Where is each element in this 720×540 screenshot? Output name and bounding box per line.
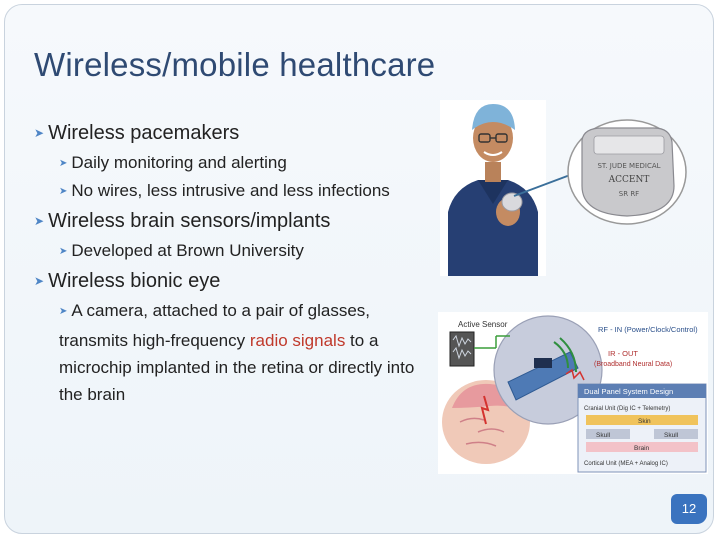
bullet-marker-icon: ➤ xyxy=(59,306,68,317)
skin-label: Skin xyxy=(638,418,651,425)
doctor-with-pacemaker-photo xyxy=(440,100,546,276)
bullet-text: Developed at Brown University xyxy=(71,241,304,260)
ir-out-label: IR - OUT xyxy=(608,349,638,358)
bullet-marker-icon: ➤ xyxy=(59,246,68,257)
bullet-marker-icon: ➤ xyxy=(34,126,45,140)
bullet-daily-monitoring xyxy=(59,153,287,173)
page-number-badge: 12 xyxy=(671,494,707,524)
cortical-unit-label: Cortical Unit (MEA + Analog IC) xyxy=(584,461,668,467)
skull-right-label: Skull xyxy=(664,432,679,439)
bullet-no-wires xyxy=(59,181,390,201)
bionic-eye-description xyxy=(59,297,419,408)
bullet-marker-icon: ➤ xyxy=(34,214,45,228)
pacemaker-closeup-image xyxy=(566,118,688,226)
bullet-text: No wires, less intrusive and less infections xyxy=(71,181,390,200)
design-panel-title: Dual Panel System Design xyxy=(584,387,674,396)
brain-label: Brain xyxy=(634,445,650,452)
slide-title: Wireless/mobile healthcare xyxy=(34,46,436,83)
bullet-marker-icon: ➤ xyxy=(59,158,68,169)
bullet-marker-icon: ➤ xyxy=(59,186,68,197)
bullet-brain-sensors xyxy=(34,210,330,233)
bullet-marker-icon: ➤ xyxy=(34,274,45,288)
rf-in-label: RF - IN (Power/Clock/Control) xyxy=(598,325,698,334)
description-text-before: A camera, attached to a pair of glasses, transmits high-frequency xyxy=(59,301,371,350)
description-text-after: to a microchip implanted in the retina or directly into the brain xyxy=(59,331,415,404)
active-sensor-label: Active Sensor xyxy=(458,320,508,329)
device-label-line-3: SR RF xyxy=(618,190,640,198)
device-label-line-1: ST. JUDE MEDICAL xyxy=(597,162,661,170)
radio-signals-highlight: radio signals xyxy=(249,331,346,350)
skull-left-label: Skull xyxy=(596,432,611,439)
bullet-text: Daily monitoring and alerting xyxy=(71,153,287,172)
wireless-brain-sensor-figure xyxy=(438,312,708,474)
bullet-brown-university xyxy=(59,241,304,261)
bullet-text: Wireless bionic eye xyxy=(48,270,221,292)
bullet-bionic-eye xyxy=(34,270,220,293)
ir-out-sub-label: (Broadband Neural Data) xyxy=(594,361,673,368)
device-label-line-2: ACCENT xyxy=(608,175,650,185)
cranial-unit-label: Cranial Unit (Dig IC + Telemetry) xyxy=(584,406,671,412)
bullet-wireless-pacemakers xyxy=(34,122,239,145)
bullet-text: Wireless brain sensors/implants xyxy=(48,210,331,232)
bullet-text: Wireless pacemakers xyxy=(48,122,240,144)
